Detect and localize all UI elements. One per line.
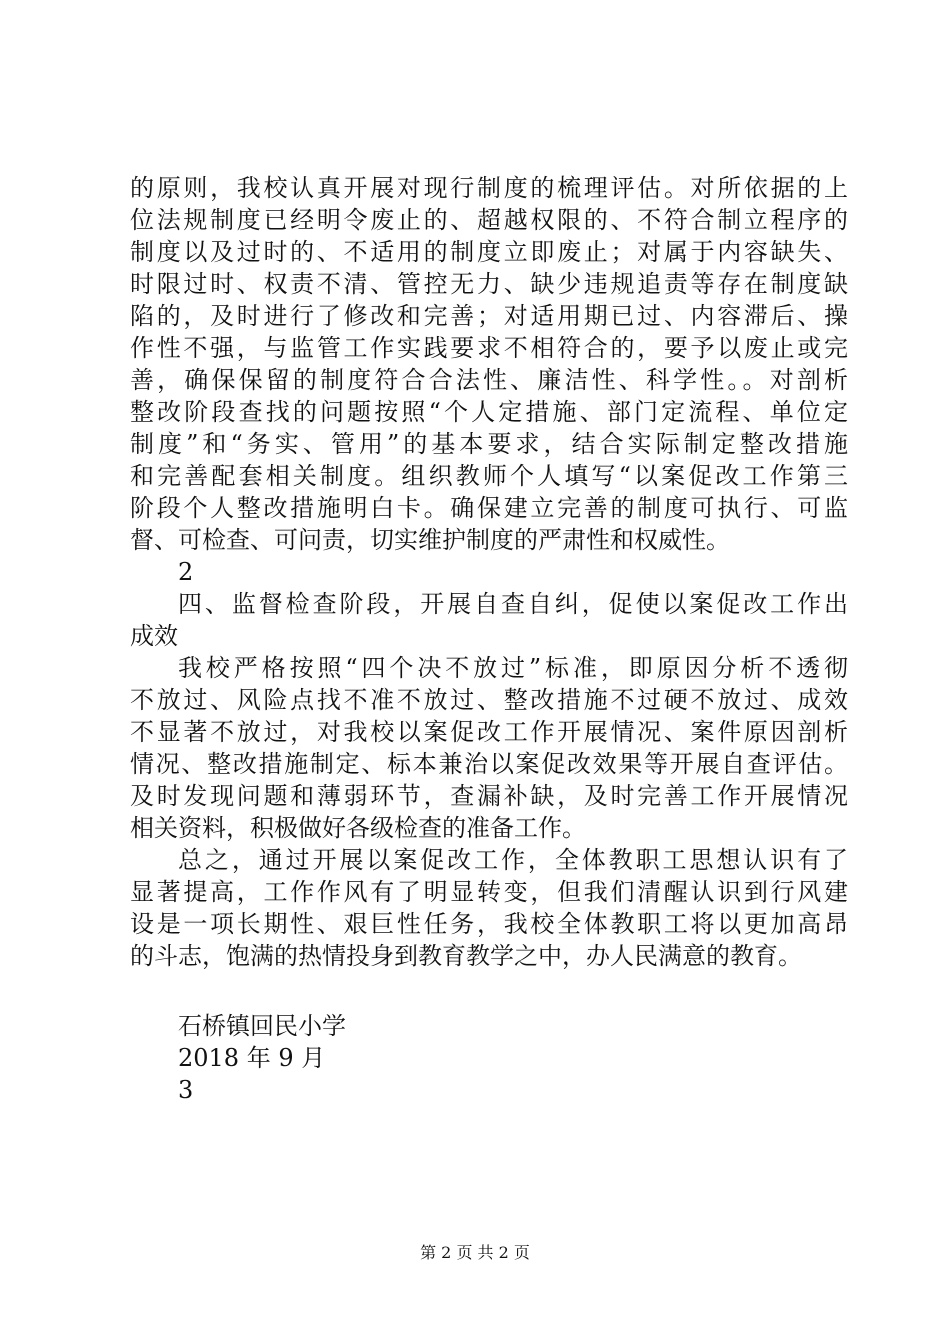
text-line: 及时发现问题和薄弱环节，查漏补缺，及时完善工作开展情况 — [130, 782, 848, 810]
text-line: 的斗志，饱满的热情投身到教育教学之中，办人民满意的教育。 — [130, 942, 802, 970]
heading-line: 成效 — [130, 622, 178, 650]
inline-page-marker: 2 — [178, 558, 194, 586]
text-line: 善，确保保留的制度符合合法性、廉洁性、科学性。。对剖析 — [130, 366, 848, 394]
text-line: 不显著不放过，对我校以案促改工作开展情况、案件原因剖析 — [130, 718, 848, 746]
text-line: 时限过时、权责不清、管控无力、缺少违规追责等存在制度缺 — [130, 270, 848, 298]
section-heading — [130, 588, 848, 652]
text-line: 显著提高，工作作风有了明显转变，但我们清醒认识到行风建 — [130, 878, 848, 906]
text-line: 陷的，及时进行了修改和完善；对适用期已过、内容滞后、操 — [130, 302, 848, 330]
text-line: 制度以及过时的、不适用的制度立即废止；对属于内容缺失、 — [130, 238, 848, 266]
paragraph-2 — [130, 652, 848, 844]
heading-line: 四、监督检查阶段，开展自查自纠，促使以案促改工作出 — [178, 590, 848, 618]
paragraph-1 — [130, 172, 848, 556]
paragraph-3 — [130, 844, 848, 972]
text-line: 的原则，我校认真开展对现行制度的梳理评估。对所依据的上 — [130, 174, 848, 202]
document-body — [130, 172, 848, 1106]
text-line: 情况、整改措施制定、标本兼治以案促改效果等开展自查评估。 — [130, 750, 848, 778]
text-line: 督、可检查、可问责，切实维护制度的严肃性和权威性。 — [130, 526, 730, 554]
spacer — [130, 972, 848, 1010]
text-line: 总之，通过开展以案促改工作，全体教职工思想认识有了 — [178, 846, 848, 874]
text-line: 整改阶段查找的问题按照“个人定措施、部门定流程、单位定 — [130, 398, 848, 426]
text-line: 我校严格按照“四个决不放过”标准，即原因分析不透彻 — [178, 654, 848, 682]
text-line: 相关资料，积极做好各级检查的准备工作。 — [130, 814, 586, 842]
text-line: 和完善配套相关制度。组织教师个人填写“以案促改工作第三 — [130, 462, 848, 490]
inline-page-marker: 3 — [178, 1076, 194, 1104]
text-line: 制度”和“务实、管用”的基本要求，结合实际制定整改措施 — [130, 430, 848, 458]
text-line: 不放过、风险点找不准不放过、整改措施不过硬不放过、成效 — [130, 686, 848, 714]
page-footer: 第 2 页 共 2 页 — [420, 1243, 530, 1262]
text-line: 位法规制度已经明令废止的、超越权限的、不符合制立程序的 — [130, 206, 848, 234]
text-line: 作性不强，与监管工作实践要求不相符合的，要予以废止或完 — [130, 334, 848, 362]
text-line: 设是一项长期性、艰巨性任务，我校全体教职工将以更加高昂 — [130, 910, 848, 938]
text-line: 阶段个人整改措施明白卡。确保建立完善的制度可执行、可监 — [130, 494, 848, 522]
signature-block — [130, 1010, 848, 1106]
signature-date: 2018 年 9 月 — [178, 1044, 326, 1072]
signature-organization: 石桥镇回民小学 — [178, 1012, 346, 1040]
